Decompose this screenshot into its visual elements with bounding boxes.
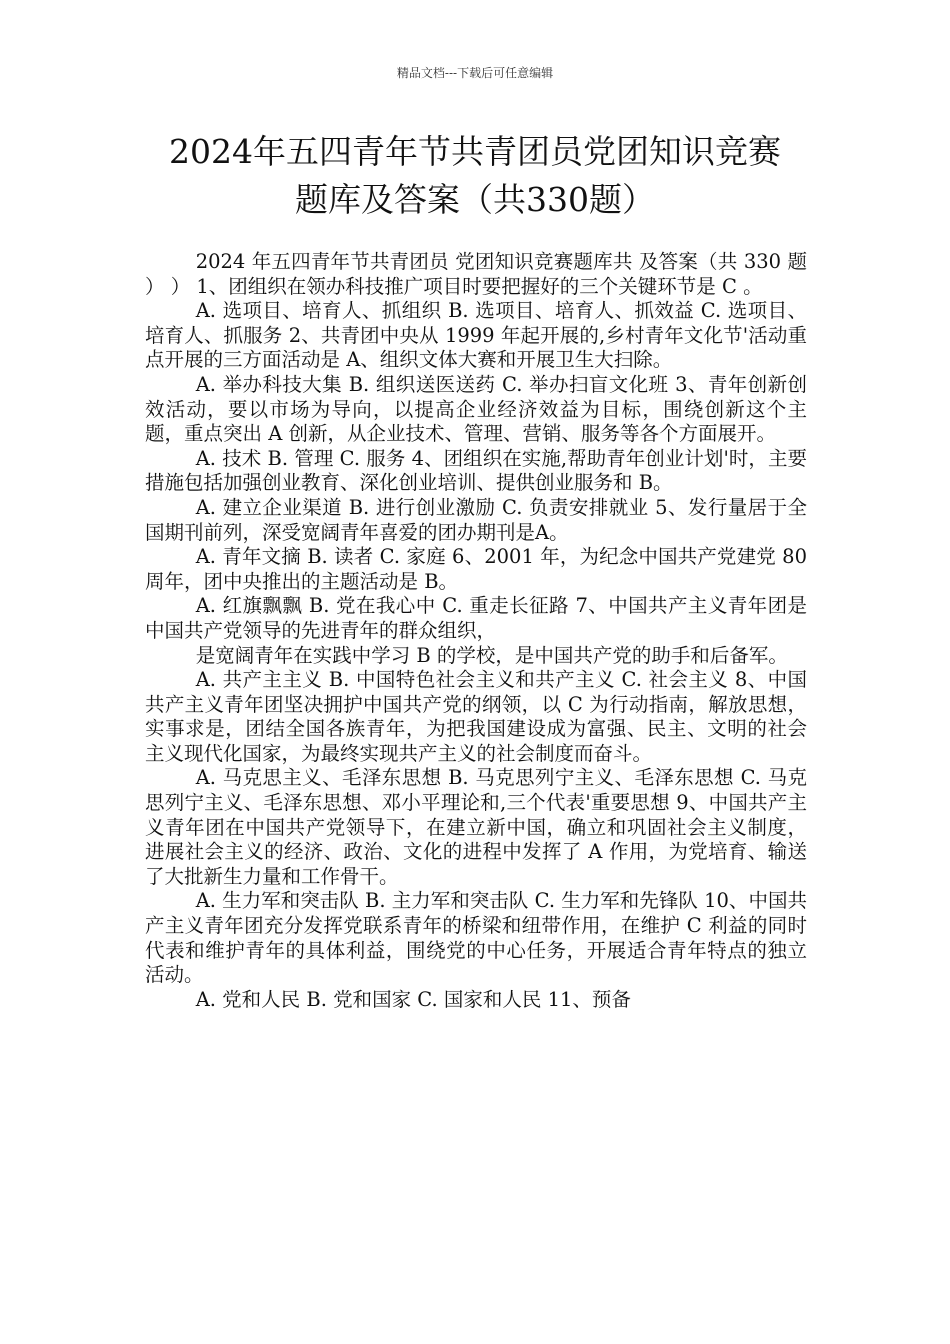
paragraph: A. 红旗飘飘 B. 党在我心中 C. 重走长征路 7、中国共产主义青年团是中国共产党领导的先进青年的群众组织， (145, 594, 807, 642)
paragraph: A. 生力军和突击队 B. 主力军和突击队 C. 生力军和先锋队 10、中国共产主义青年团充分发挥党联系青年的桥梁和纽带作用，在维护 C 利益的同时代表和维护青年的具体利益，围绕党的中心任务，开展适合青年特点的独立活动。 (145, 889, 807, 987)
title-line-2: 题库及答案（共330题） (295, 180, 655, 219)
paragraph: A. 马克思主义、毛泽东思想 B. 马克思列宁主义、毛泽东思想 C. 马克思列宁主义、毛泽东思想、邓小平理论和,三个代表'重要思想 9、中国共产主义青年团在中国共产党领导下，在建立新中国，确立和巩固社会主义制度，进展社会主义的经济、政治、文化的进程中发挥了 A 作用，为党培育、输送了大批新生力量和工作骨干。 (145, 766, 807, 888)
paragraph: A. 技术 B. 管理 C. 服务 4、团组织在实施,帮助青年创业计划'时，主要措施包括加强创业教育、深化创业培训、提供创业服务和 B。 (145, 446, 807, 495)
paragraph: 2024 年五四青年节共青团员 党团知识竞赛题库共 及答案（共 330 题 ） ） 1、团组织在领办科技推广项目时要把握好的三个关键环节是 C 。 (145, 250, 807, 298)
paragraph: A. 建立企业渠道 B. 进行创业激励 C. 负责安排就业 5、发行量居于全国期刊前列，深受宽阔青年喜爱的团办期刊是A。 (145, 495, 807, 544)
paragraph: 是宽阔青年在实践中学习 B 的学校，是中国共产党的助手和后备军。 (195, 643, 788, 667)
document-body (145, 250, 807, 1012)
title-line-1: 2024年五四青年节共青团员党团知识竞赛 (169, 132, 781, 171)
paragraph: A. 共产主主义 B. 中国特色社会主义和共产主义 C. 社会主义 8、中国共产主义青年团坚决拥护中国共产党的纲领，以 C 为行动指南，解放思想，实事求是，团结全国各族青年，为把我国建设成为富强、民主、文明的社会主义现代化国家，为最终实现共产主义的社会制度而奋斗。 (145, 668, 807, 765)
document-title (100, 128, 850, 224)
page-header: 精品文档---下载后可任意编辑 (396, 66, 554, 80)
paragraph: A. 党和人民 B. 党和国家 C. 国家和人民 11、预备 (195, 987, 631, 1011)
paragraph: A. 青年文摘 B. 读者 C. 家庭 6、2001 年，为纪念中国共产党建党 80 周年，团中央推出的主题活动是 B。 (145, 545, 807, 593)
paragraph: A. 举办科技大集 B. 组织送医送药 C. 举办扫盲文化班 3、青年创新创效活动，要以市场为导向，以提高企业经济效益为目标，围绕创新这个主题，重点突出 A 创新，从企业技术、管理、营销、服务等各个方面展开。 (145, 372, 807, 446)
paragraph: A. 选项目、培育人、抓组织 B. 选项目、培育人、抓效益 C. 选项目、培育人、抓服务 2、共青团中央从 1999 年起开展的,乡村青年文化节'活动重点开展的三方面活动是 A、组织文体大赛和开展卫生大扫除。 (145, 299, 807, 372)
